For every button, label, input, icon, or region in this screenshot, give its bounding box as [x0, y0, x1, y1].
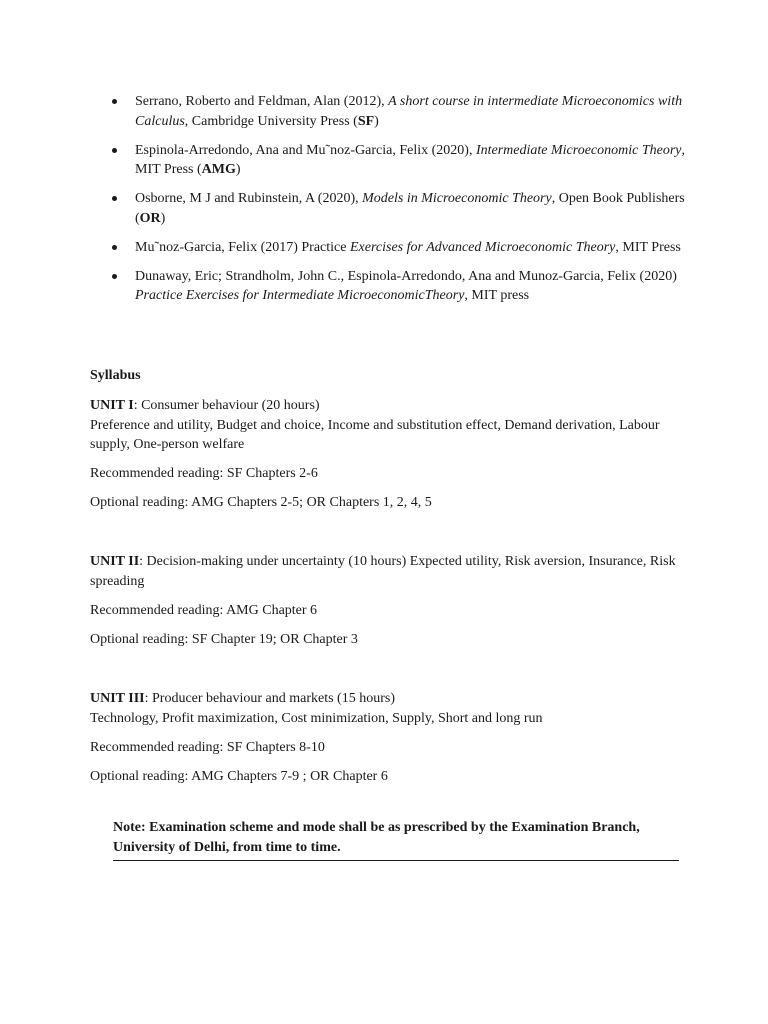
reference-close: ) [235, 162, 241, 177]
reference-publisher: , Open Book Publishers ( [135, 191, 685, 226]
optional-reading: Optional reading: SF Chapter 19; OR Chapter 3 [90, 631, 358, 647]
unit-section [90, 396, 690, 513]
optional-reading: Optional reading: AMG Chapters 2-5; OR Chapters 1, 2, 4, 5 [90, 495, 432, 510]
recommended-reading: Recommended reading: AMG Chapter 6 [90, 602, 318, 618]
reference-publisher: , MIT press [464, 288, 530, 303]
bullet-icon [112, 274, 117, 279]
reference-publisher: , Cambridge University Press ( [184, 113, 358, 129]
reference-title: Exercises for Advanced Microeconomic Theory [349, 239, 616, 255]
reference-item [110, 189, 690, 228]
reference-publisher: , MIT Press [615, 239, 681, 255]
reference-close: ) [374, 113, 379, 129]
reference-close: ) [160, 210, 166, 226]
reference-authors: Espinola-Arredondo, Ana and Mu˜noz-Garcia, Felix (2020), [135, 142, 476, 158]
reference-authors: Osborne, M J and Rubinstein, A (2020), [135, 191, 363, 206]
unit-section [90, 552, 690, 649]
bullet-icon [112, 245, 117, 250]
reference-abbreviation: OR [139, 210, 161, 226]
reference-title: A short course in intermediate Microeconomics with Calculus [135, 94, 683, 129]
unit-label: UNIT III [90, 691, 145, 706]
reference-abbreviation: SF [357, 113, 375, 129]
unit-topics: Preference and utility, Budget and choice, Income and substitution effect, Demand derivation, Labour supply, One-person welfare [90, 417, 660, 452]
unit-title: : Consumer behaviour (20 hours) [133, 398, 320, 413]
reference-item [110, 141, 690, 180]
reference-title: Practice Exercises for Intermediate MicroeconomicTheory [135, 288, 465, 303]
unit-label: UNIT II [90, 554, 140, 569]
reference-title: Models in Microeconomic Theory [362, 191, 552, 206]
reference-item [110, 238, 690, 258]
recommended-reading: Recommended reading: SF Chapters 8-10 [90, 739, 325, 755]
unit-title: : Producer behaviour and markets (15 hours) [144, 691, 395, 706]
bullet-icon [112, 196, 117, 201]
reference-authors: Mu˜noz-Garcia, Felix (2017) Practice [135, 239, 350, 255]
reference-abbreviation: AMG [201, 162, 236, 177]
reference-authors: Serrano, Roberto and Feldman, Alan (2012), [135, 94, 389, 109]
reference-item [110, 92, 690, 131]
optional-reading: Optional reading: AMG Chapters 7-9 ; OR Chapter 6 [90, 768, 388, 784]
reference-publisher: , MIT Press ( [135, 142, 685, 177]
bullet-icon [112, 148, 117, 153]
unit-topics: Technology, Profit maximization, Cost minimization, Supply, Short and long run [90, 710, 543, 726]
unit-label: UNIT I [90, 398, 134, 413]
syllabus-heading: Syllabus [90, 368, 141, 383]
unit-header [90, 689, 690, 709]
unit-header [90, 552, 690, 591]
reference-item [110, 267, 690, 306]
reference-authors: Dunaway, Eric; Strandholm, John C., Espinola-Arredondo, Ana and Munoz-Garcia, Felix (2020) [135, 268, 677, 284]
reference-title: Intermediate Microeconomic Theory [475, 142, 682, 158]
recommended-reading: Recommended reading: SF Chapters 2-6 [90, 466, 318, 481]
bullet-icon [112, 99, 117, 104]
reference-list [110, 92, 690, 315]
examination-note: Note: Examination scheme and mode shall be as prescribed by the Examination Branch, University of Delhi, from time to time. [113, 818, 679, 861]
unit-title: : Decision-making under uncertainty (10 hours) Expected utility, Risk aversion, Insurance, Risk spreading [90, 554, 676, 589]
unit-section [90, 689, 690, 786]
unit-header [90, 396, 690, 416]
